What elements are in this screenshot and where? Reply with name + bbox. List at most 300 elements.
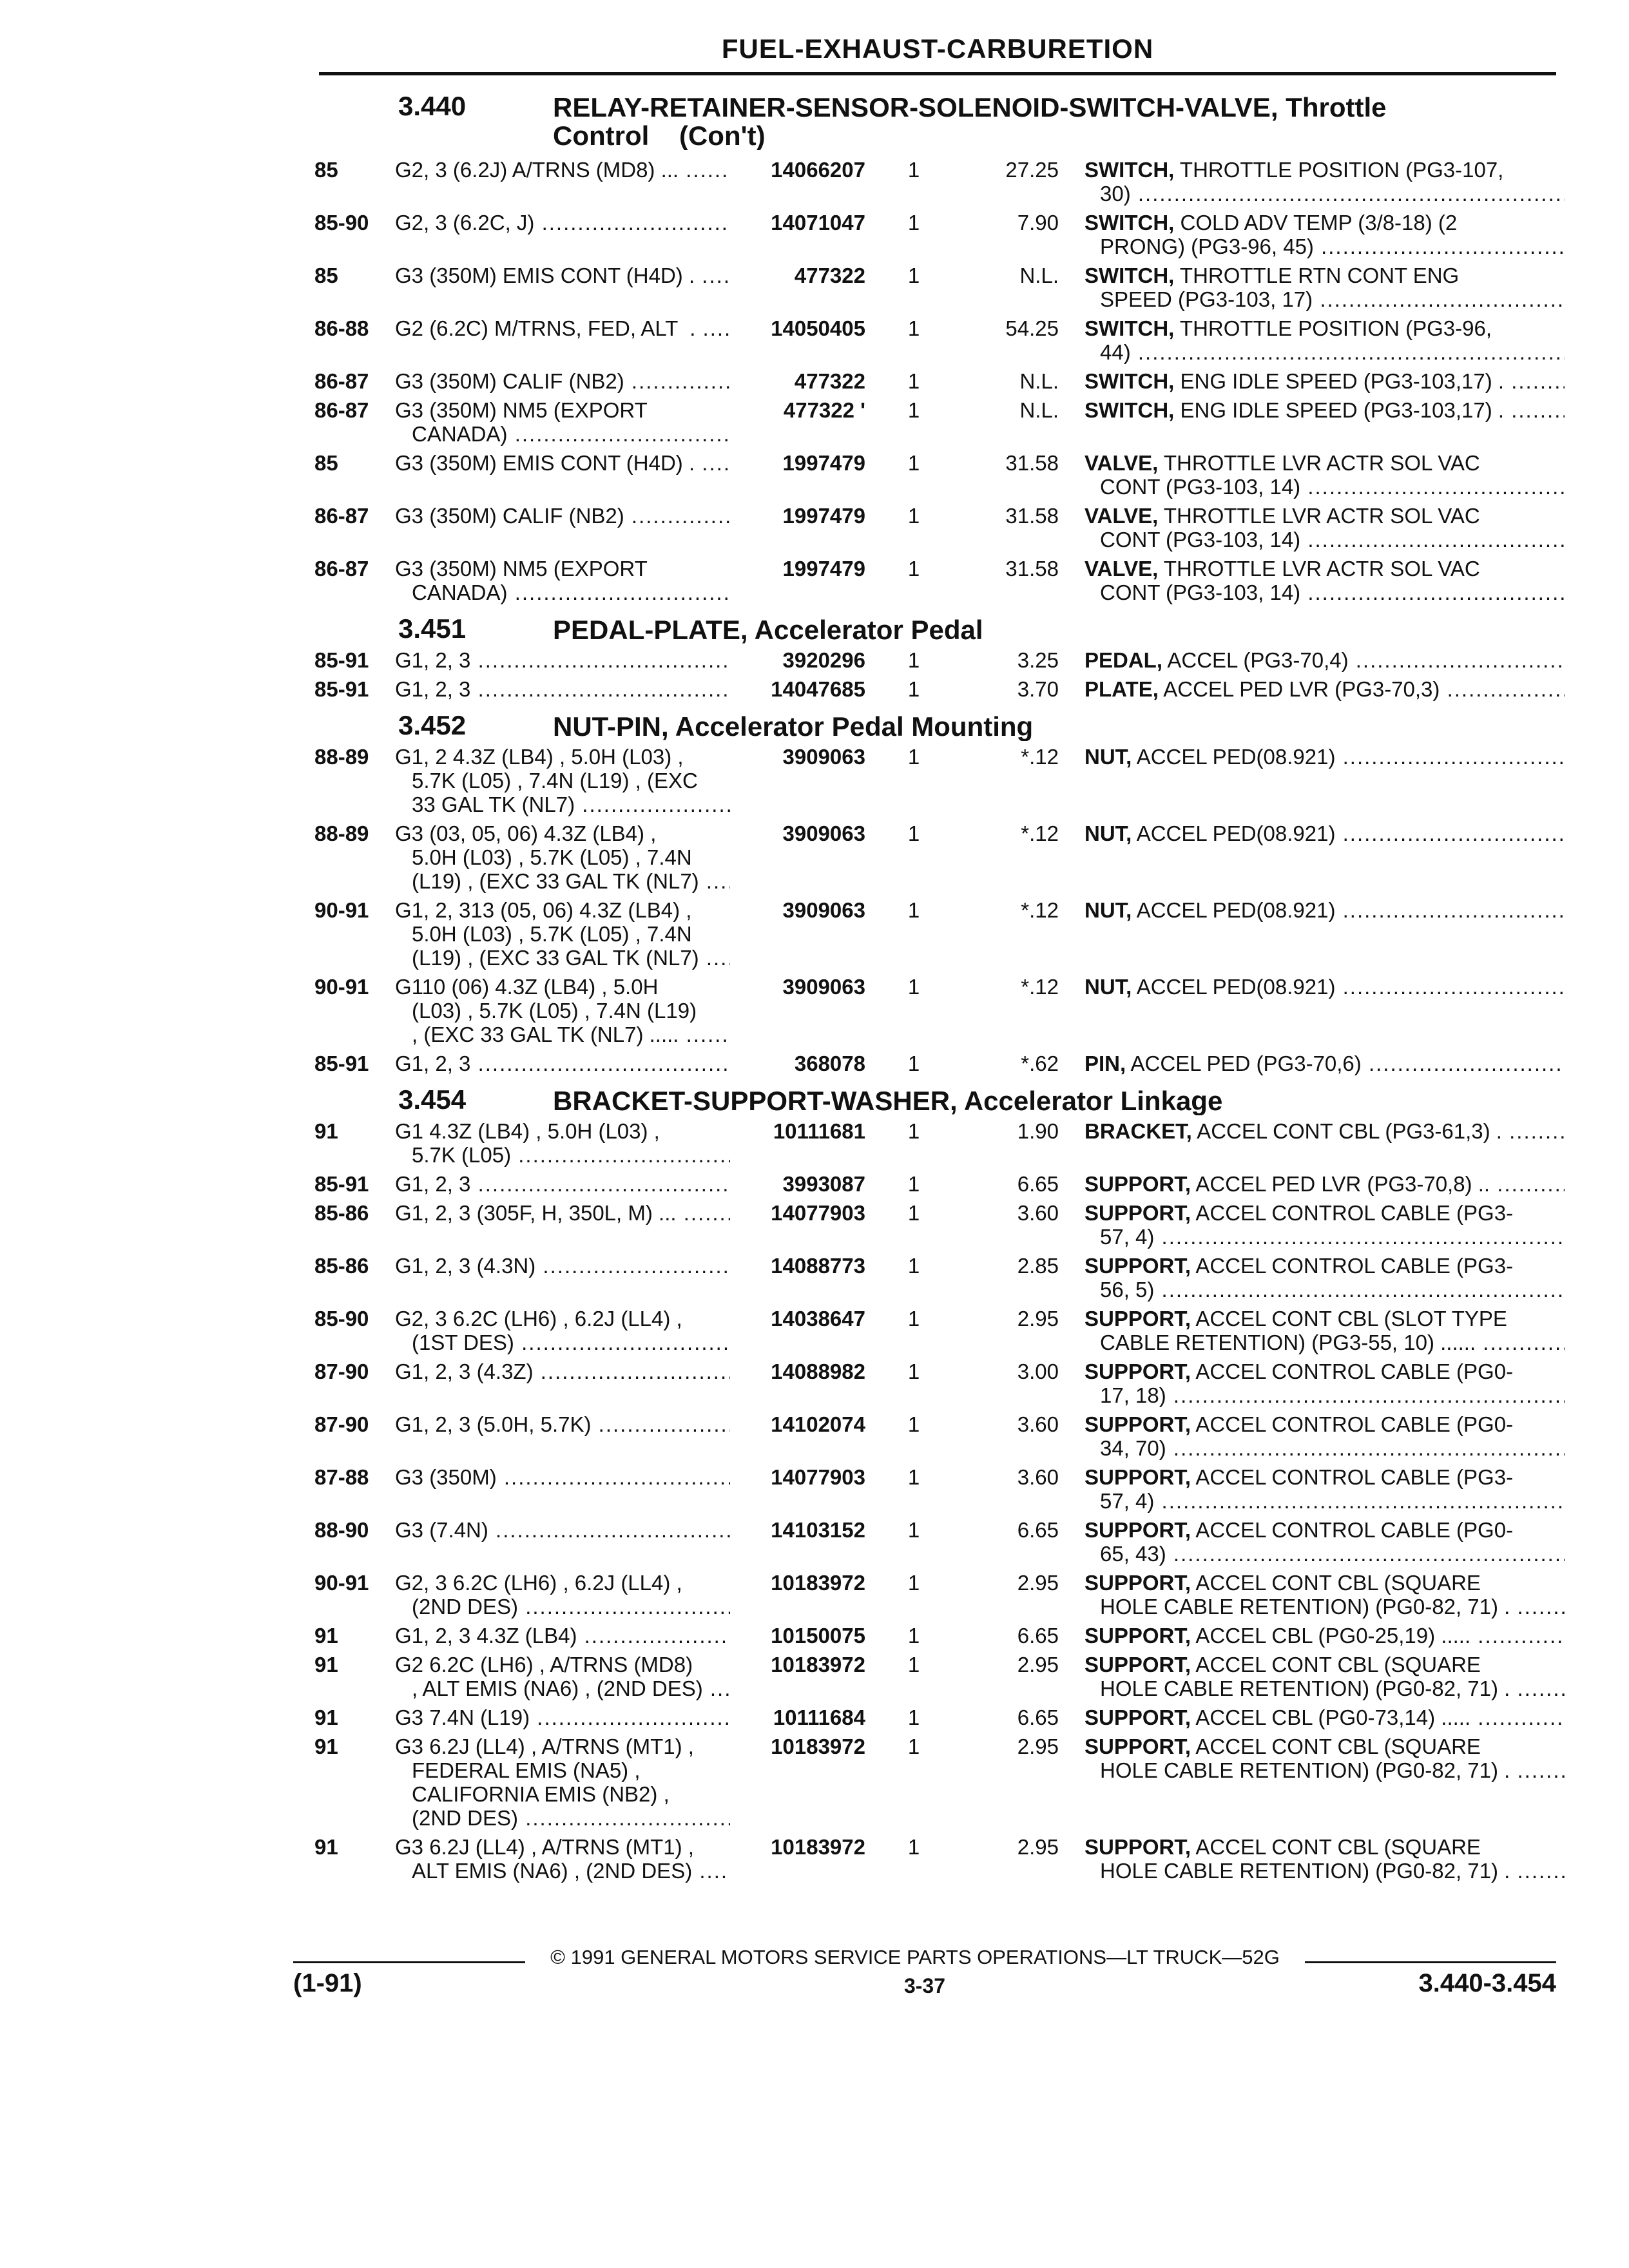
application-line: G3 (350M) NM5 (EXPORT xyxy=(395,557,648,581)
application-line: CANADA) ..... xyxy=(395,581,730,604)
section-title-line: BRACKET-SUPPORT-WASHER, Accelerator Linkage xyxy=(553,1087,1223,1115)
price: 3.60 xyxy=(1017,1201,1059,1225)
description-line xyxy=(1084,475,1565,499)
application-line: (L19) , (EXC 33 GAL TK (NL7) ..... xyxy=(395,946,730,970)
application-line: ALT EMIS (NA6) , (2ND DES) ..... xyxy=(395,1859,730,1883)
quantity: 1 xyxy=(907,557,920,581)
application-line: G1, 2, 3 ..... xyxy=(395,1052,730,1075)
row-years: 87-90 xyxy=(314,1412,369,1436)
quantity: 1 xyxy=(907,451,920,475)
part-noun: NUT, xyxy=(1084,975,1132,999)
description-text: 34, 70) xyxy=(1100,1436,1166,1460)
application-line: G2, 3 (6.2C, J) ..... xyxy=(395,211,730,235)
part-description xyxy=(1084,1624,1565,1648)
application-line: (2ND DES) ..... xyxy=(395,1806,730,1830)
quantity: 1 xyxy=(907,1571,920,1595)
description-line xyxy=(1084,1254,1565,1278)
part-noun: SUPPORT, xyxy=(1084,1360,1191,1383)
application-line: FEDERAL EMIS (NA5) , xyxy=(412,1758,641,1782)
part-number: 10183972 xyxy=(771,1571,865,1595)
quantity: 1 xyxy=(907,898,920,922)
description-line xyxy=(1084,1465,1565,1489)
description-line xyxy=(1084,1624,1565,1648)
part-noun: SUPPORT, xyxy=(1084,1571,1191,1595)
table-row xyxy=(314,557,1571,610)
price: 31.58 xyxy=(1005,451,1059,475)
quantity: 1 xyxy=(907,316,920,340)
description-text: CONT (PG3-103, 14) xyxy=(1100,581,1301,604)
row-years: 88-89 xyxy=(314,745,369,769)
price: 54.25 xyxy=(1005,316,1059,340)
table-row xyxy=(314,648,1571,677)
application-line: CALIFORNIA EMIS (NB2) , xyxy=(412,1782,670,1806)
description-text: THROTTLE LVR ACTR SOL VAC xyxy=(1163,557,1480,581)
part-description xyxy=(1084,398,1565,422)
part-description xyxy=(1084,1307,1565,1354)
description-text: COLD ADV TEMP (3/8-18) (2 xyxy=(1180,211,1458,235)
price: 2.85 xyxy=(1017,1254,1059,1278)
part-noun: VALVE, xyxy=(1084,451,1159,475)
application-line: G1, 2, 3 (4.3Z) ..... xyxy=(395,1360,730,1383)
table-row xyxy=(314,264,1571,316)
price: *.12 xyxy=(1021,745,1059,769)
part-description xyxy=(1084,1653,1565,1700)
description-text: THROTTLE LVR ACTR SOL VAC xyxy=(1163,451,1480,475)
row-application xyxy=(395,677,730,701)
part-noun: SUPPORT, xyxy=(1084,1624,1191,1648)
price: N.L. xyxy=(1019,264,1059,287)
row-application xyxy=(395,451,730,475)
application-line: G3 (350M) CALIF (NB2) ..... xyxy=(395,504,730,528)
description-text: HOLE CABLE RETENTION) (PG0-82, 71) . xyxy=(1100,1859,1510,1883)
row-application xyxy=(395,1518,730,1542)
section-title xyxy=(553,93,1532,150)
table-row xyxy=(314,1835,1571,1888)
part-noun: SUPPORT, xyxy=(1084,1835,1191,1859)
table-row xyxy=(314,745,1571,822)
quantity: 1 xyxy=(907,745,920,769)
section-heading xyxy=(314,710,1571,745)
description-text: 65, 43) xyxy=(1100,1542,1166,1566)
part-number: 3920296 xyxy=(782,648,865,672)
quantity: 1 xyxy=(907,1254,920,1278)
quantity: 1 xyxy=(907,1412,920,1436)
table-row xyxy=(314,822,1571,898)
application-line: G1, 2, 3 (305F, H, 350L, M) ... ..... xyxy=(395,1201,730,1225)
row-years: 88-89 xyxy=(314,822,369,845)
part-description xyxy=(1084,1360,1565,1407)
price: 6.65 xyxy=(1017,1518,1059,1542)
application-line: G2, 3 6.2C (LH6) , 6.2J (LL4) , xyxy=(395,1307,682,1331)
footer-divider-right xyxy=(1305,1961,1556,1963)
row-years: 85-86 xyxy=(314,1254,369,1278)
table-row xyxy=(314,211,1571,264)
quantity: 1 xyxy=(907,975,920,999)
application-line: G2, 3 6.2C (LH6) , 6.2J (LL4) , xyxy=(395,1571,682,1595)
price: 3.60 xyxy=(1017,1412,1059,1436)
description-line xyxy=(1084,340,1565,364)
row-years: 85-90 xyxy=(314,211,369,235)
description-text: ACCEL PED(08.921) xyxy=(1136,975,1336,999)
description-text: ACCEL PED (PG3-70,6) xyxy=(1130,1052,1362,1075)
quantity: 1 xyxy=(907,1835,920,1859)
table-row xyxy=(314,1052,1571,1081)
description-line xyxy=(1084,1360,1565,1383)
row-years: 85-90 xyxy=(314,1307,369,1331)
description-line xyxy=(1084,369,1565,393)
part-description xyxy=(1084,1518,1565,1566)
application-line: G3 (03, 05, 06) 4.3Z (LB4) , xyxy=(395,822,657,845)
description-text: ACCEL PED(08.921) xyxy=(1136,898,1336,922)
section-title-line: Control (Con't) xyxy=(553,122,766,150)
application-line: G3 (350M) ..... xyxy=(395,1465,730,1489)
part-number: 1997479 xyxy=(782,504,865,528)
part-noun: SWITCH, xyxy=(1084,211,1175,235)
part-description xyxy=(1084,1835,1565,1883)
application-line: G3 7.4N (L19) ..... xyxy=(395,1706,730,1729)
row-years: 87-90 xyxy=(314,1360,369,1383)
quantity: 1 xyxy=(907,1465,920,1489)
application-line: CANADA) ..... xyxy=(395,422,730,446)
part-number: 3909063 xyxy=(782,822,865,845)
description-line xyxy=(1084,1735,1565,1758)
row-years: 91 xyxy=(314,1119,338,1143)
quantity: 1 xyxy=(907,1052,920,1075)
part-noun: PLATE, xyxy=(1084,677,1159,701)
row-application xyxy=(395,975,730,1046)
table-row xyxy=(314,451,1571,504)
section-number: 3.454 xyxy=(398,1084,467,1115)
description-line xyxy=(1084,316,1565,340)
description-text: CONT (PG3-103, 14) xyxy=(1100,528,1301,552)
part-description xyxy=(1084,745,1565,769)
part-number: 14077903 xyxy=(771,1201,865,1225)
quantity: 1 xyxy=(907,1172,920,1196)
part-noun: SUPPORT, xyxy=(1084,1201,1191,1225)
row-years: 91 xyxy=(314,1706,338,1729)
description-line xyxy=(1084,1595,1565,1619)
row-application xyxy=(395,1254,730,1278)
price: 31.58 xyxy=(1005,504,1059,528)
footer-date: (1-91) xyxy=(293,1969,362,1997)
row-years: 91 xyxy=(314,1735,338,1758)
price: 27.25 xyxy=(1005,158,1059,182)
row-years: 90-91 xyxy=(314,975,369,999)
description-text: ACCEL CONTROL CABLE (PG3- xyxy=(1195,1254,1514,1278)
price: 2.95 xyxy=(1017,1835,1059,1859)
part-number: 1997479 xyxy=(782,557,865,581)
row-application xyxy=(395,745,730,816)
description-line xyxy=(1084,1331,1565,1354)
description-line xyxy=(1084,1119,1565,1143)
part-number: 14088773 xyxy=(771,1254,865,1278)
description-text: 57, 4) xyxy=(1100,1489,1155,1513)
description-line xyxy=(1084,235,1565,258)
description-text: HOLE CABLE RETENTION) (PG0-82, 71) . xyxy=(1100,1758,1510,1782)
parts-catalog xyxy=(314,87,1571,1888)
header-divider xyxy=(319,72,1556,75)
description-text: ACCEL CONTROL CABLE (PG3- xyxy=(1195,1465,1514,1489)
part-noun: SUPPORT, xyxy=(1084,1465,1191,1489)
description-line xyxy=(1084,287,1565,311)
description-text: ACCEL PED(08.921) xyxy=(1136,745,1336,769)
row-application xyxy=(395,398,730,446)
part-noun: PEDAL, xyxy=(1084,648,1163,672)
application-line: 5.7K (L05) , 7.4N (L19) , (EXC xyxy=(412,769,698,793)
footer-divider-left xyxy=(293,1961,525,1963)
description-line xyxy=(1084,1835,1565,1859)
quantity: 1 xyxy=(907,369,920,393)
description-text: HOLE CABLE RETENTION) (PG0-82, 71) . xyxy=(1100,1595,1510,1619)
part-description xyxy=(1084,1201,1565,1249)
description-line xyxy=(1084,1706,1565,1729)
description-text: THROTTLE POSITION (PG3-107, xyxy=(1179,158,1504,182)
table-row xyxy=(314,1172,1571,1201)
part-noun: SUPPORT, xyxy=(1084,1735,1191,1758)
quantity: 1 xyxy=(907,1735,920,1758)
price: 31.58 xyxy=(1005,557,1059,581)
part-noun: SUPPORT, xyxy=(1084,1518,1191,1542)
application-line: G1, 2, 313 (05, 06) 4.3Z (LB4) , xyxy=(395,898,692,922)
quantity: 1 xyxy=(907,1518,920,1542)
quantity: 1 xyxy=(907,398,920,422)
quantity: 1 xyxy=(907,264,920,287)
application-line: G3 (350M) NM5 (EXPORT xyxy=(395,398,648,422)
price: 3.70 xyxy=(1017,677,1059,701)
description-text: ACCEL PED LVR (PG3-70,3) xyxy=(1163,677,1440,701)
application-line: G3 (350M) EMIS CONT (H4D) . ..... xyxy=(395,264,730,287)
row-years: 90-91 xyxy=(314,898,369,922)
part-number: 10183972 xyxy=(771,1735,865,1758)
price: N.L. xyxy=(1019,369,1059,393)
application-line: G3 6.2J (LL4) , A/TRNS (MT1) , xyxy=(395,1835,694,1859)
description-line xyxy=(1084,1653,1565,1677)
application-line: G1 4.3Z (LB4) , 5.0H (L03) , xyxy=(395,1119,660,1143)
part-number: 3909063 xyxy=(782,975,865,999)
description-text: ACCEL CONT CBL (SQUARE xyxy=(1195,1835,1481,1859)
description-text: ACCEL CONTROL CABLE (PG3- xyxy=(1195,1201,1514,1225)
part-description xyxy=(1084,1571,1565,1619)
row-application xyxy=(395,1119,730,1167)
description-line xyxy=(1084,264,1565,287)
table-row xyxy=(314,1201,1571,1254)
quantity: 1 xyxy=(907,158,920,182)
table-row xyxy=(314,158,1571,211)
quantity: 1 xyxy=(907,648,920,672)
part-number: 10150075 xyxy=(771,1624,865,1648)
price: *.12 xyxy=(1021,975,1059,999)
description-text: ACCEL CONTROL CABLE (PG0- xyxy=(1195,1412,1514,1436)
description-line xyxy=(1084,1052,1565,1075)
row-application xyxy=(395,1465,730,1489)
description-line xyxy=(1084,182,1565,206)
part-noun: SUPPORT, xyxy=(1084,1254,1191,1278)
part-noun: SUPPORT, xyxy=(1084,1653,1191,1677)
description-line xyxy=(1084,1677,1565,1700)
quantity: 1 xyxy=(907,1201,920,1225)
price: 2.95 xyxy=(1017,1571,1059,1595)
part-description xyxy=(1084,822,1565,845)
part-description xyxy=(1084,648,1565,672)
price: 7.90 xyxy=(1017,211,1059,235)
price: 6.65 xyxy=(1017,1172,1059,1196)
description-line xyxy=(1084,1383,1565,1407)
part-number: 14047685 xyxy=(771,677,865,701)
quantity: 1 xyxy=(907,1653,920,1677)
description-text: ACCEL CONT CBL (SQUARE xyxy=(1195,1735,1481,1758)
page-footer xyxy=(293,1946,1556,2023)
description-line xyxy=(1084,1172,1565,1196)
application-line: G3 (350M) CALIF (NB2) ..... xyxy=(395,369,730,393)
table-row xyxy=(314,677,1571,706)
application-line: 5.7K (L05) ..... xyxy=(395,1143,730,1167)
section-heading xyxy=(314,613,1571,648)
part-number: 14102074 xyxy=(771,1412,865,1436)
description-text: ACCEL CONT CBL (PG3-61,3) . xyxy=(1197,1119,1502,1143)
description-line xyxy=(1084,158,1565,182)
part-noun: VALVE, xyxy=(1084,504,1159,528)
application-line: G1, 2, 3 (5.0H, 5.7K) ..... xyxy=(395,1412,730,1436)
price: 2.95 xyxy=(1017,1653,1059,1677)
application-line: , ALT EMIS (NA6) , (2ND DES) ..... xyxy=(395,1677,730,1700)
application-line: G1, 2, 3 ..... xyxy=(395,648,730,672)
row-years: 85-91 xyxy=(314,648,369,672)
table-row xyxy=(314,1119,1571,1172)
description-line xyxy=(1084,1571,1565,1595)
description-line xyxy=(1084,211,1565,235)
table-row xyxy=(314,1735,1571,1835)
price: 3.00 xyxy=(1017,1360,1059,1383)
description-line xyxy=(1084,528,1565,552)
application-line: G1, 2 4.3Z (LB4) , 5.0H (L03) , xyxy=(395,745,684,769)
description-text: ACCEL PED(08.921) xyxy=(1136,822,1336,845)
row-application xyxy=(395,648,730,672)
description-line xyxy=(1084,504,1565,528)
part-noun: SWITCH, xyxy=(1084,369,1175,393)
page-header-title: FUEL-EXHAUST-CARBURETION xyxy=(721,34,1154,64)
part-number: 10183972 xyxy=(771,1835,865,1859)
table-row xyxy=(314,1307,1571,1360)
description-line xyxy=(1084,745,1565,769)
price: 1.90 xyxy=(1017,1119,1059,1143)
section-number: 3.451 xyxy=(398,613,467,644)
part-description xyxy=(1084,1172,1565,1196)
part-number: 368078 xyxy=(794,1052,865,1075)
section-number: 3.440 xyxy=(398,91,467,121)
description-text: ACCEL CONTROL CABLE (PG0- xyxy=(1195,1360,1514,1383)
application-line: (1ST DES) ..... xyxy=(395,1331,730,1354)
part-description xyxy=(1084,1412,1565,1460)
description-text: ACCEL CBL (PG0-25,19) ..... xyxy=(1195,1624,1471,1648)
quantity: 1 xyxy=(907,211,920,235)
description-text: 56, 5) xyxy=(1100,1278,1155,1302)
section-title xyxy=(553,1087,1532,1115)
part-noun: SWITCH, xyxy=(1084,398,1175,422)
part-number: 14103152 xyxy=(771,1518,865,1542)
description-text: 57, 4) xyxy=(1100,1225,1155,1249)
part-description xyxy=(1084,158,1565,206)
part-number: 14038647 xyxy=(771,1307,865,1331)
row-years: 86-87 xyxy=(314,369,369,393)
description-line xyxy=(1084,451,1565,475)
part-number: 14066207 xyxy=(771,158,865,182)
part-number: 477322 ' xyxy=(783,398,865,422)
row-years: 90-91 xyxy=(314,1571,369,1595)
row-years: 91 xyxy=(314,1653,338,1677)
description-text: THROTTLE RTN CONT ENG xyxy=(1179,264,1460,287)
row-application xyxy=(395,1735,730,1830)
description-line xyxy=(1084,581,1565,604)
row-years: 85 xyxy=(314,158,338,182)
part-noun: BRACKET, xyxy=(1084,1119,1192,1143)
price: 2.95 xyxy=(1017,1735,1059,1758)
part-noun: SUPPORT, xyxy=(1084,1172,1191,1196)
section-title-line: RELAY-RETAINER-SENSOR-SOLENOID-SWITCH-VALVE, Throttle xyxy=(553,93,1387,122)
table-row xyxy=(314,1518,1571,1571)
row-years: 86-87 xyxy=(314,398,369,422)
part-number: 3909063 xyxy=(782,898,865,922)
row-years: 88-90 xyxy=(314,1518,369,1542)
quantity: 1 xyxy=(907,1360,920,1383)
row-years: 86-88 xyxy=(314,316,369,340)
section-heading xyxy=(314,1084,1571,1119)
application-line: G1, 2, 3 4.3Z (LB4) ..... xyxy=(395,1624,730,1648)
row-application xyxy=(395,1307,730,1354)
description-text: ACCEL CONT CBL (SQUARE xyxy=(1195,1571,1481,1595)
application-line: G1, 2, 3 (4.3N) ..... xyxy=(395,1254,730,1278)
part-number: 3993087 xyxy=(782,1172,865,1196)
row-application xyxy=(395,264,730,287)
part-description xyxy=(1084,211,1565,258)
price: 2.95 xyxy=(1017,1307,1059,1331)
description-line xyxy=(1084,1412,1565,1436)
description-text: ACCEL CBL (PG0-73,14) ..... xyxy=(1195,1706,1471,1729)
application-line: G1, 2, 3 ..... xyxy=(395,677,730,701)
part-noun: NUT, xyxy=(1084,898,1132,922)
row-years: 85-91 xyxy=(314,677,369,701)
section-heading xyxy=(314,91,1571,158)
application-line: G3 (7.4N) ..... xyxy=(395,1518,730,1542)
row-application xyxy=(395,822,730,893)
part-description xyxy=(1084,504,1565,552)
row-years: 85 xyxy=(314,451,338,475)
table-row xyxy=(314,369,1571,398)
price: 3.60 xyxy=(1017,1465,1059,1489)
description-line xyxy=(1084,1278,1565,1302)
application-line: G2 (6.2C) M/TRNS, FED, ALT . ..... xyxy=(395,316,730,340)
description-line xyxy=(1084,1225,1565,1249)
row-application xyxy=(395,1571,730,1619)
row-application xyxy=(395,898,730,970)
application-line: G110 (06) 4.3Z (LB4) , 5.0H xyxy=(395,975,659,999)
price: 6.65 xyxy=(1017,1706,1059,1729)
description-text: CABLE RETENTION) (PG3-55, 10) ...... xyxy=(1100,1331,1476,1354)
part-noun: VALVE, xyxy=(1084,557,1159,581)
price: 6.65 xyxy=(1017,1624,1059,1648)
part-description xyxy=(1084,975,1565,999)
description-line xyxy=(1084,677,1565,701)
description-line xyxy=(1084,648,1565,672)
row-years: 86-87 xyxy=(314,504,369,528)
application-line: (2ND DES) ..... xyxy=(395,1595,730,1619)
description-line xyxy=(1084,1201,1565,1225)
row-application xyxy=(395,158,730,182)
application-line: G3 6.2J (LL4) , A/TRNS (MT1) , xyxy=(395,1735,694,1758)
part-description xyxy=(1084,264,1565,311)
part-noun: SUPPORT, xyxy=(1084,1412,1191,1436)
description-text: 44) xyxy=(1100,340,1131,364)
price: *.62 xyxy=(1021,1052,1059,1075)
